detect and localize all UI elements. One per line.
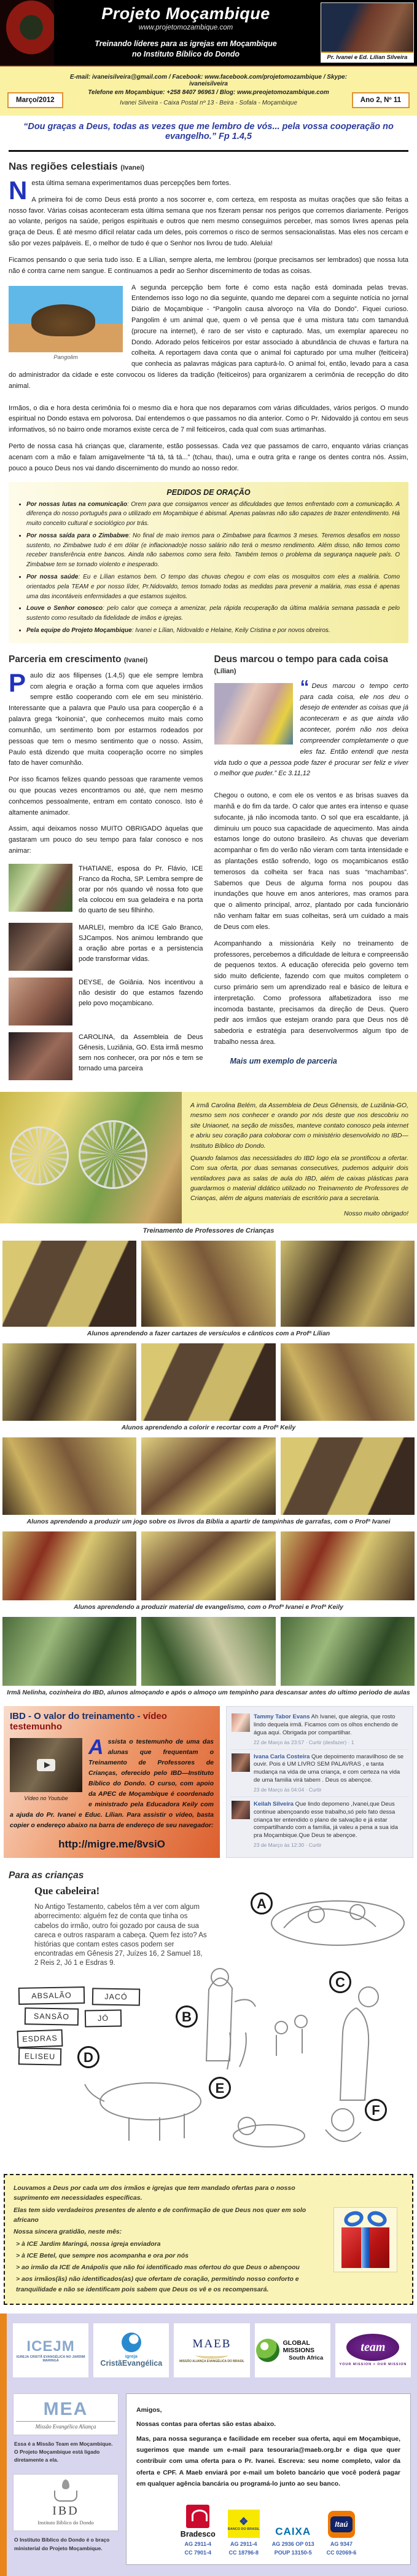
scene-label-a: A <box>251 1892 273 1914</box>
paragraph: A irmã Carolina Belém, da Assembleia de Deus Gênensis, de Luziânia-GO, mesmo sem nos conhecer e orando por nós deste que nos descobriu no site Uniaonet, na seção de missões, manteve contato conosco pela internet e abriu seu coração para coloborar com o ministério desenvolvido no IBD—Instituto Bíblico do Dondo. <box>190 1102 408 1150</box>
footer <box>0 2385 417 2576</box>
supporter-photo-marlei <box>9 923 72 971</box>
bradesco-icon <box>186 2505 209 2528</box>
paragraph: Assim, aqui deixamos nosso MUITO OBRIGADO àquelas que gastaram um pouco do seu tempo para falar conosco e nos animar: <box>9 825 203 855</box>
comment-text: Ah Ivanei, que alegria, que rosto lindo dequela irmã. Ficamos com os olhos enchendo de água aqui. Obrigada por compartilhar. <box>254 1713 398 1736</box>
contact-bar <box>0 66 417 116</box>
banco-do-brasil-icon: ❖ BANCO DO BRASIL <box>228 2510 260 2538</box>
prayer-item: • Por nossa saúde: Eu e Lílian estamos bem. O tempo das chuvas chegou e com elas os mosquitos com eles a malária. Como orientados pela TEAM e por nosso líder, Pr.Nidovaldo, temos tomado todas as medidas para prevenir a malária, mas essa é apenas uma das incontáveis enfermidades a que estamos sujeitos. <box>26 572 400 601</box>
comment-meta[interactable]: 22 de Março às 23:57 · Curtir (desfazer) · 1 <box>254 1739 354 1745</box>
mea-note: Essa é a Missão Team em Moçambique. O Projeto Moçambique está ligado diretamente a ela. <box>14 2440 113 2463</box>
class-photo <box>141 1241 275 1327</box>
account-lines: AG 2936 OP 013 POUP 13150-5 <box>271 2540 314 2556</box>
pangolim-caption: Pangolim <box>53 354 78 361</box>
answer-box: ABSALÃO <box>18 1986 85 2005</box>
quote-mark-icon: “ <box>300 676 310 697</box>
itau-icon: Itaú <box>328 2511 355 2538</box>
scene-label-f: F <box>365 2099 387 2121</box>
answer-box: JÓ <box>85 2010 122 2028</box>
supporter-entry <box>9 923 203 971</box>
donation-salutation: Amigos, <box>136 2406 162 2414</box>
photo-caption: Alunos aprendendo a colorir e recortar com a Profª Keily <box>121 1424 296 1432</box>
article-celestiais <box>0 160 417 646</box>
logo-crista-evangelica: igreja CristãEvangélica <box>93 2323 169 2377</box>
gratitude-item: > à ICE Jardim Maringá, nossa igreja enviadora <box>16 2240 161 2248</box>
ibd-video-body: A ssista o testemunho de uma das alunas que frequentam o Treinamento de Professores de Crianças, oferecido pelo IBD—Instituto Bíblico do Dondo. O curso, com apoio da APEC de Moçambique é coordenado e ministrado pela Educadora Keily com a ajuda do Pr. Ivanei e Educ. Lílian. Para assistir o vídeo, basta copier o endereço abaixo na barra de endereço de seu navegador: <box>10 1736 214 1830</box>
paragraph: Elas tem sido verdadeiros presentes de alento e de confirmação de que Deus nos quer em solo africano <box>14 2206 306 2224</box>
class-photo <box>2 1241 136 1327</box>
account-lines: AG 9347 CC 02069-6 <box>326 2540 357 2556</box>
logo-maeb: MAEB MISSÃO ALIANÇA EVANGÉLICA DO BRASIL <box>174 2323 249 2377</box>
verse-quote: “Dou graças a Deus, todas as vezes que me lembro de vós... pela vossa cooperação no evangelho.” Fp 1.4,5 <box>23 122 394 141</box>
contact-line-phone: Telefone em Moçambique: +258 8407 96963 / Blog: www.preojetomozambique.com <box>88 89 329 96</box>
drop-cap: P <box>9 668 26 697</box>
donation-body: Mas, para nossa segurança e facilidade em receber sua oferta, aqui em Moçambique, sugerimos que mande um e-mail para tesouraria@maeb.org.br e diga que quer contribuir com uma oferta para o Pr. Ivanei. Escreva: seu nome completo, valor da oferta e CPF. A Maeb enviará por e-mail um boleto bancário que você poderá pagar em qualquer agência bancária ou programá-lo junto ao seu banco. <box>136 2435 400 2488</box>
page-title: Projeto Moçambique <box>101 4 270 23</box>
class-photo <box>281 1241 415 1327</box>
supporter-text: THATIANE, esposa do Pr. Flávio, ICE Franco da Rocha, SP. Lembra sempre de orar por nós quando vê nossa foto que ela colocou em sua geladeira e na porta do quarto de seu filhinho. <box>79 864 203 915</box>
class-photo <box>281 1437 415 1515</box>
donation-intro: Nossas contas para ofertas são estas abaixo. <box>136 2420 276 2428</box>
couple-photo-caption: Pr. Ivanei e Ed. Lílian Silveira <box>321 52 413 62</box>
date-badge: Março/2012 <box>7 92 63 108</box>
byline: (Lílian) <box>214 667 236 675</box>
ibd-video-panel <box>4 1706 220 1858</box>
photo-row <box>0 1531 417 1600</box>
couple-photo <box>321 2 414 63</box>
masthead-center <box>54 0 318 65</box>
divider <box>9 150 408 152</box>
fan-icon <box>79 1120 147 1189</box>
account-lines: AG 2911-4 CC 7901-4 <box>184 2540 212 2556</box>
paragraph: Nossa sincera gratidão, neste mês: <box>14 2228 122 2236</box>
scripture-quote: “ Deus marcou o tempo certo para cada coisa, ele nos deu o desejo de entender as coisas que já aconteceram e as que ainda vão acontecer, porém não nos deixa compreender completamente o que eles faz. Então entendi que nesta vida tudo o que a pessoa pode fazer é procurar ser feliz e viver o melhor que puder.” Ec 3.11,12 <box>214 676 408 778</box>
footer-left-column <box>13 2393 119 2565</box>
paragraph: P aulo diz aos filipenses (1.4,5) que ele sempre lembra com alegria e oração a forma com que aqueles irmãos sempre estão cooperando com ele em seu ministério. Interessante que a palavra que Paulo usa para cooperção é a palavra grega “koinonia”, que conhecemos muito mais como comunhão, um sentimento bom por estarmos rodeados por pessoas que tem o mesmo sentimento que o nosso. Assim, Paulo está dizendo que muita cooperação ocorre no simples fato de haver comunhão. <box>9 668 203 767</box>
comment-text: Que depoimento maravilhoso de se ouvir. Pois é UM LIVRO SEM PALAVRAS , e tanta mudança na vida de uma criança, e com certeza na vida de uma familia virá tabem . Deus os abençoe. <box>254 1753 403 1784</box>
gratitude-item: > ao irmão da ICE de Anápolis que não foi identificado mas ofertou do que Deus o abençoou <box>16 2264 300 2272</box>
class-photo <box>141 1531 275 1600</box>
lilian-photo <box>214 683 293 745</box>
avatar <box>232 1801 250 1819</box>
scene-label-c: C <box>329 1971 351 1993</box>
answer-box: SANSÃO <box>25 2007 79 2026</box>
activity-title: Que cabeleira! <box>34 1885 100 1897</box>
pangolim-photo <box>9 286 123 352</box>
partnership-box <box>0 1092 417 1223</box>
comment-meta[interactable]: 23 de Março às 12:30 · Curtir <box>254 1841 322 1848</box>
globe-icon <box>256 2339 279 2362</box>
avatar <box>232 1713 250 1732</box>
video-thumbnail[interactable] <box>10 1738 82 1792</box>
bank-itau <box>327 2507 357 2558</box>
paragraph: Acompanhando a missionária Keily no treinamento de professores, percebemos a dificuldade de leitura e compreensão de pequenos textos. A educação oferecida pelo governo tem sido muito deficiente, fazendo com que muitos completem o curso primário sem um aprendizado real e básico de leitura e interpretação. Como professora alfabetizadora isso me incomoda bastante, precisamos da direção de Deus. Quero pedir aos irmãos que estejam orando para que Deus nos dê sabedoria e estratégia para desenvolvermos algum tipo de trabalho nessa área. <box>214 939 408 1046</box>
supporter-text: MARLEI, membro da ICE Galo Branco, SJCampos. Nos animou lembrando que a oração abre portas e a persistencia pode transformar vidas. <box>79 924 203 963</box>
prayer-title: PEDIDOS DE ORAÇÃO <box>166 488 251 497</box>
gratitude-item: > aos irmãos(ãs) não identificados(as) que ofertam de coração, permitindo nosso conforto e tranquilidade e não se identificam pois sabem que Deus os vê e os recompensará. <box>16 2275 299 2293</box>
paragraph: Por isso ficamos felizes quando pessoas que raramente vemos ou que poucas vezes encontramos ou até, que nem mesmo conhcemos pessoalmente, entram em contato conosco. Isto é altamente animador. <box>9 776 203 816</box>
paragraph: Quando falamos das necessidades do IBD logo ela se prontificou a ofertar. Com sua oferta, por duas semanas consecutives, pudemos adquirir dois ventiladores para as salas de aula do IBD, além de caixas plásticas para guardarmos o material didático utilizado no Treinamento de Professores de Crianças, além de alguns materiais de escritório para a secretaria. <box>190 1154 408 1203</box>
ibd-logo: IBD Instituto Bíblico do Dondo <box>13 2474 119 2531</box>
photo-caption: Alunos aprendendo a produzir um jogo sobre os livros da Bíblia a apartir de tampinhas de garrafas, com o Profª Ivanei <box>26 1518 391 1526</box>
class-photo <box>2 1531 136 1600</box>
paragraph: Louvamos a Deus por cada um dos irmãos e igrejas que tem mandado ofertas para o nosso suprimento em necessidades específicas. <box>14 2184 295 2202</box>
book-flame-icon <box>52 2479 80 2502</box>
supporter-text: CAROLINA, da Assembleia de Deus Gênesis, Luziânia, GO. Esta irmã mesmo sem nos conhecer, ora por nós e tem se tornado uma parceira <box>79 1033 203 1073</box>
thanks-note: Nosso muito obrigado! <box>343 1209 408 1217</box>
answer-box: ELISEU <box>18 2048 61 2066</box>
ibd-video-section <box>4 1706 413 1858</box>
gratitude-box <box>4 2174 413 2305</box>
video-caption: Vídeo no Youtube <box>24 1795 68 1802</box>
scene-label-b: B <box>176 2005 198 2028</box>
bank-caixa <box>272 2507 314 2558</box>
class-photo <box>141 1343 275 1421</box>
section-title-celestiais: Nas regiões celestiais (Ivanei) <box>9 160 144 172</box>
scene-label-d: D <box>77 2046 99 2068</box>
gift-icon <box>333 2207 397 2272</box>
bank-bradesco: Bradesco AG 2911-4 CC 7901-4 <box>181 2497 216 2558</box>
prayer-requests-box <box>9 482 408 643</box>
two-column-section <box>0 646 417 1087</box>
prayer-item: • Louve o Senhor conosco: pelo calor que começa a amenizar, pela rápida recuperação da última malária semana passada e pelo sustento como resultado da fidelidade de imãos e igrejas. <box>26 604 400 623</box>
account-lines: AG 2911-4 CC 18796-8 <box>228 2540 259 2556</box>
ibd-note: O Instituto Bíblico do Dondo é o braço ministerial do Projeto Moçambique. <box>14 2537 110 2551</box>
training-section-title: Treinamento de Professores de Crianças <box>142 1227 275 1235</box>
answer-box: JACÓ <box>92 1988 140 2006</box>
commenter-name[interactable]: Ivana Carla Costeira <box>254 1753 310 1760</box>
photo-row <box>0 1241 417 1327</box>
kids-section-title: Para as crianças <box>9 1870 84 1881</box>
paragraph: A segunda percepção bem forte é como esta nação está dominada pelas trevas. Entendemos isso logo no dia seguinte, quando me deparei com a seguinte notícia no jornal Diário de Moçambique - “Pangolin causa alvoroço na Vila do Dondo”. Fiquei curioso. Pangolim é um animal que, quem o vê pensa que é uma mistura tatu com tamanduá (procure na internet), é raro de ser visto e capturado. Mas, um exemplar apareceu no Dondo. Adorado pelos feiticeiros por estar associado à abundância de chuvas e fartura na colheita. A reportagem dava conta que o animal foi capturado por uma mulher (feiticeira) que conhecia as palavras mágicas para capturá-lo. O animal foi, então, levado para a casa do administrador da cidade e este convocou os líderes da tradição (feiticeiros) para organizarem a cerimônia de recepção do dito animal. <box>9 283 408 390</box>
site-url: www.projetomozambique.com <box>138 24 233 31</box>
byline: (Ivanei) <box>120 164 144 172</box>
logo-team: team YOUR MISSION > OUR MISSION <box>335 2323 411 2377</box>
class-photo <box>141 1437 275 1515</box>
column-tempo <box>214 646 409 1087</box>
paragraph: Perto de nossa casa há crianças que, claramente, estão possessas. Cada vez que passamos de carro, enquanto várias crianças acenam com a mão e falam amigavelmente “tá tá, tá tá...” (tchau, thau), uma e outra grita e range os dentes contra nós. Assim, pouco a pouco Deus nos vai dando discernimento do mundo ao nosso redor. <box>9 443 408 472</box>
tagline <box>54 39 318 60</box>
photo-row <box>0 1343 417 1421</box>
fan-icon <box>10 1126 69 1185</box>
commenter-name[interactable]: Tammy Tabor Evans <box>254 1713 310 1721</box>
supporter-entry <box>9 1032 203 1080</box>
byline: (Ivanei) <box>123 656 148 664</box>
supporter-entry <box>9 978 203 1025</box>
avatar <box>232 1753 250 1772</box>
caixa-logo: CAIXA <box>275 2525 311 2537</box>
video-link[interactable]: http://migre.me/8vsiO <box>58 1838 165 1851</box>
fans-photo <box>0 1092 182 1223</box>
african-mask-photo <box>0 0 54 65</box>
masthead <box>0 0 417 66</box>
tagline-line2: no Instituto Bíblico do Dondo <box>132 49 240 58</box>
prayer-item: • Por nossas lutas na comunicação: Orem para que consigamos vencer as dificuldades que temos enfrentado com a comunicação. A diferença do nosso português para o utilizado em Moçambique é abismal. Apenas palavras não são capazes de trazer entendimento. Há muito conceito cultural e sociológico por trás. <box>26 500 400 529</box>
play-icon[interactable] <box>37 1759 55 1771</box>
tagline-line1: Treinando líderes para as igrejas em Moçambique <box>95 39 277 48</box>
bank-accounts <box>136 2497 400 2558</box>
class-photo <box>2 1437 136 1515</box>
wreath-icon <box>196 2352 228 2358</box>
photo-row <box>0 1617 417 1686</box>
photo-caption: Alunos aprendendo a produzir material de evangelismo, com o Profª Ivanei e Profª Keily <box>74 1603 343 1611</box>
subheading-exemplo-parceria: Mais um exemplo de parceria <box>230 1056 337 1065</box>
facebook-comment <box>230 1710 409 1749</box>
paragraph: N esta última semana experimentamos duas percepções bem fortes. <box>9 176 232 205</box>
partner-logos-bar <box>0 2313 417 2385</box>
class-photo <box>281 1531 415 1600</box>
photo-caption: Alunos aprendendo a fazer cartazes de versículos e cânticos com a Profª Lílian <box>87 1330 330 1338</box>
section-title-parceria: Parceria em crescimento (Ivanei) <box>9 654 148 665</box>
pangolim-figure <box>9 286 123 361</box>
scene-label-e: E <box>209 2077 231 2099</box>
logo-global-missions: GLOBAL MISSIONS South Africa <box>255 2323 330 2377</box>
class-photo <box>2 1343 136 1421</box>
drop-cap: N <box>9 176 28 205</box>
supporter-photo-thatiane <box>9 864 72 912</box>
gratitude-item: > à ICE Betel, que sempre nos acompanha e ora por nós <box>16 2251 189 2259</box>
comment-text: Que lindo depomeno ,Ivanei,que Deus continue abençoando esse trabalho,só pelo fato dessa criança ter entendido o plano de salvação e já estar compartilhando com a família, já valeu a pena a sua ida pra Moçambique.Que Deus te abençoe. <box>254 1800 398 1839</box>
comment-meta[interactable]: 23 de Março às 04:04 · Curtir <box>254 1786 322 1793</box>
paragraph: Chegou o outono, e com ele os ventos e as brisas suaves da manhã e do fim da tarde. O calor que antes era intenso e quase sufocante, já não incomoda tanto. O sol que era escaldante, já diminuiu um pouco sua capacidade de aquecimento. Mas ainda estamos longe do outono brasileiro. As chuvas que deveriam acompanhar o fim do verão não vieram com tanta intensidade e as plantações estão sofrendo, logo os moçambicanos estão temerosos da colheita ser fraca nas suas “machambas”. Sabemos que Deus de alguma forma nos poupou das inundações que houve em anos anteriores, mas oramos para que o alimento principal, arroz, plantado por cada funcionário não venham faltar em suas colheitas, será um cuidado a mais de Deus com eles. <box>214 792 408 931</box>
answer-box: ESDRAS <box>17 2029 63 2049</box>
donation-box <box>126 2393 411 2565</box>
facebook-comments <box>226 1706 413 1858</box>
paragraph: Irmãos, o dia e hora desta cerimônia foi o mesmo dia e hora que nos deparamos com várias dificuldades, vários perigos. O mundo espiritual no Dondo estava em polvorosa. Daí entendemos o que passamos no dia anterior. Como o Pr. Nidovaldo já contou em seus informativos, só no bairro onde moramos existe cerca de 7 mil feiticeiros, cada qual com suas artimanhas. <box>9 404 408 434</box>
drop-cap: A <box>88 1736 104 1760</box>
prayer-item: • Por nossa saída para o Zimbabwe: No final de maio iremos para o Zimbabwe para ficarmos 3 meses. Teremos desafios em nosso sustento, no Zimbabwe tudo é em dólar (e inflacionado)e nosso salário não terá o mesmo rendimento. Além disso, não temos como receber transferência entre bancos. Ainda não sabemos como sera feito. Também temos o problema da segurança naquele país. O Zimbabwe tem se tornado violento e inesperado. <box>26 531 400 570</box>
supporter-photo-carolina <box>9 1032 72 1080</box>
facebook-comment <box>230 1797 409 1852</box>
contact-line-email: E-mail: ivaneisilveira@gmail.com / Facebook: www.facebook.com/projetomozambique / Skype: ivaneisilveira <box>69 74 348 87</box>
issue-badge: Ano 2, Nº 11 <box>352 92 410 108</box>
contact-line-postal: Ivanei Silveira - Caixa Postal nº 13 - Beira - Sofala - Moçambique <box>120 100 297 106</box>
outdoor-photo <box>141 1617 275 1686</box>
bank-banco-do-brasil <box>228 2507 260 2558</box>
section-title-tempo: Deus marcou o tempo para cada coisa (Lílian) <box>214 654 388 675</box>
commenter-name[interactable]: Keilah Silveira <box>254 1800 294 1808</box>
facebook-comment <box>230 1750 409 1797</box>
outdoor-photo <box>281 1617 415 1686</box>
cartoon-illustration <box>6 1885 411 2163</box>
activity-story: No Antigo Testamento, cabelos têm a ver com algum aborrecimento: alguém fez de conta que tinha os cabelos do irmão, outro foi gozado por causa de sua careca e outros rasparam a cabeça. Quem fez isto? As histórias que contam estes casos podem ser encontradas em Gênesis 27, Juízes 16, 2 Samuel 18, 2 Reis 2, Jó 1 e Esdras 9. <box>34 1903 207 1967</box>
partnership-text <box>182 1092 417 1223</box>
supporter-photo-deyse <box>9 978 72 1025</box>
photo-row <box>0 1437 417 1515</box>
prayer-list <box>17 500 400 636</box>
supporter-text: DEYSE, de Goiânia. Nos incentivou a não desistir do que estamos fazendo pelo povo moçambicano. <box>79 979 203 1008</box>
kids-activity <box>6 1885 411 2163</box>
paragraph: A primeira foi de como Deus está pronto a nos socorrer e, com certeza, em resposta as muitas orações que são feitas a nosso favor. Várias coisas aconteceram esta última semana que nos fizeram pensar nos perigos que corremos diariamente. Perigos ao volante, perigos na saúde, perigos espirituais e outros que nem mesmo conseguimos perceber, mas somos livres apenas pela graça de Deus. É até mesmo difícil relatar cada um deles, pois corremos o risco de sermos sensacionalistas. Mas eles nos cercam e são por vezes palpáveis. E, o melhor de tudo é que o Senhor nos livrou de tudo. Aleluia! <box>9 196 408 248</box>
church-logo-icon <box>122 2333 141 2352</box>
mea-logo: MEA Missão Evangélica Aliança <box>13 2393 119 2435</box>
column-parceria <box>9 646 203 1087</box>
paragraph: Ficamos pensando o que seria tudo isso. E a Lílian, sempre alerta, me lembrou (porque precisamos ser lembrados) que nossa luta não é contra carne nem sangue. E continuamos a pedir ao Senhor discernimento de todas as coisas. <box>9 256 408 275</box>
photo-caption: Irmã Nelinha, cozinheira do IBD, alunos almoçando e após o almoço um tempinho para descansar antes do ultimo periodo de aulas <box>7 1689 410 1697</box>
prayer-item: • Pela equipe do Projeto Moçambique: Ivanei e Lílian, Nidovaldo e Helaine, Keily Cristina e por novos obreiros. <box>26 626 400 636</box>
class-photo <box>281 1343 415 1421</box>
video-figure <box>10 1738 82 1801</box>
logo-icejm: ICEJM IGREJA CRISTÃ EVANGÉLICA NO JARDIM MARINGÁ <box>13 2323 88 2377</box>
supporter-entry <box>9 864 203 916</box>
outdoor-photo <box>2 1617 136 1686</box>
ibd-video-title: IBD - O valor do treinamento - vídeo testemunho <box>10 1711 167 1732</box>
